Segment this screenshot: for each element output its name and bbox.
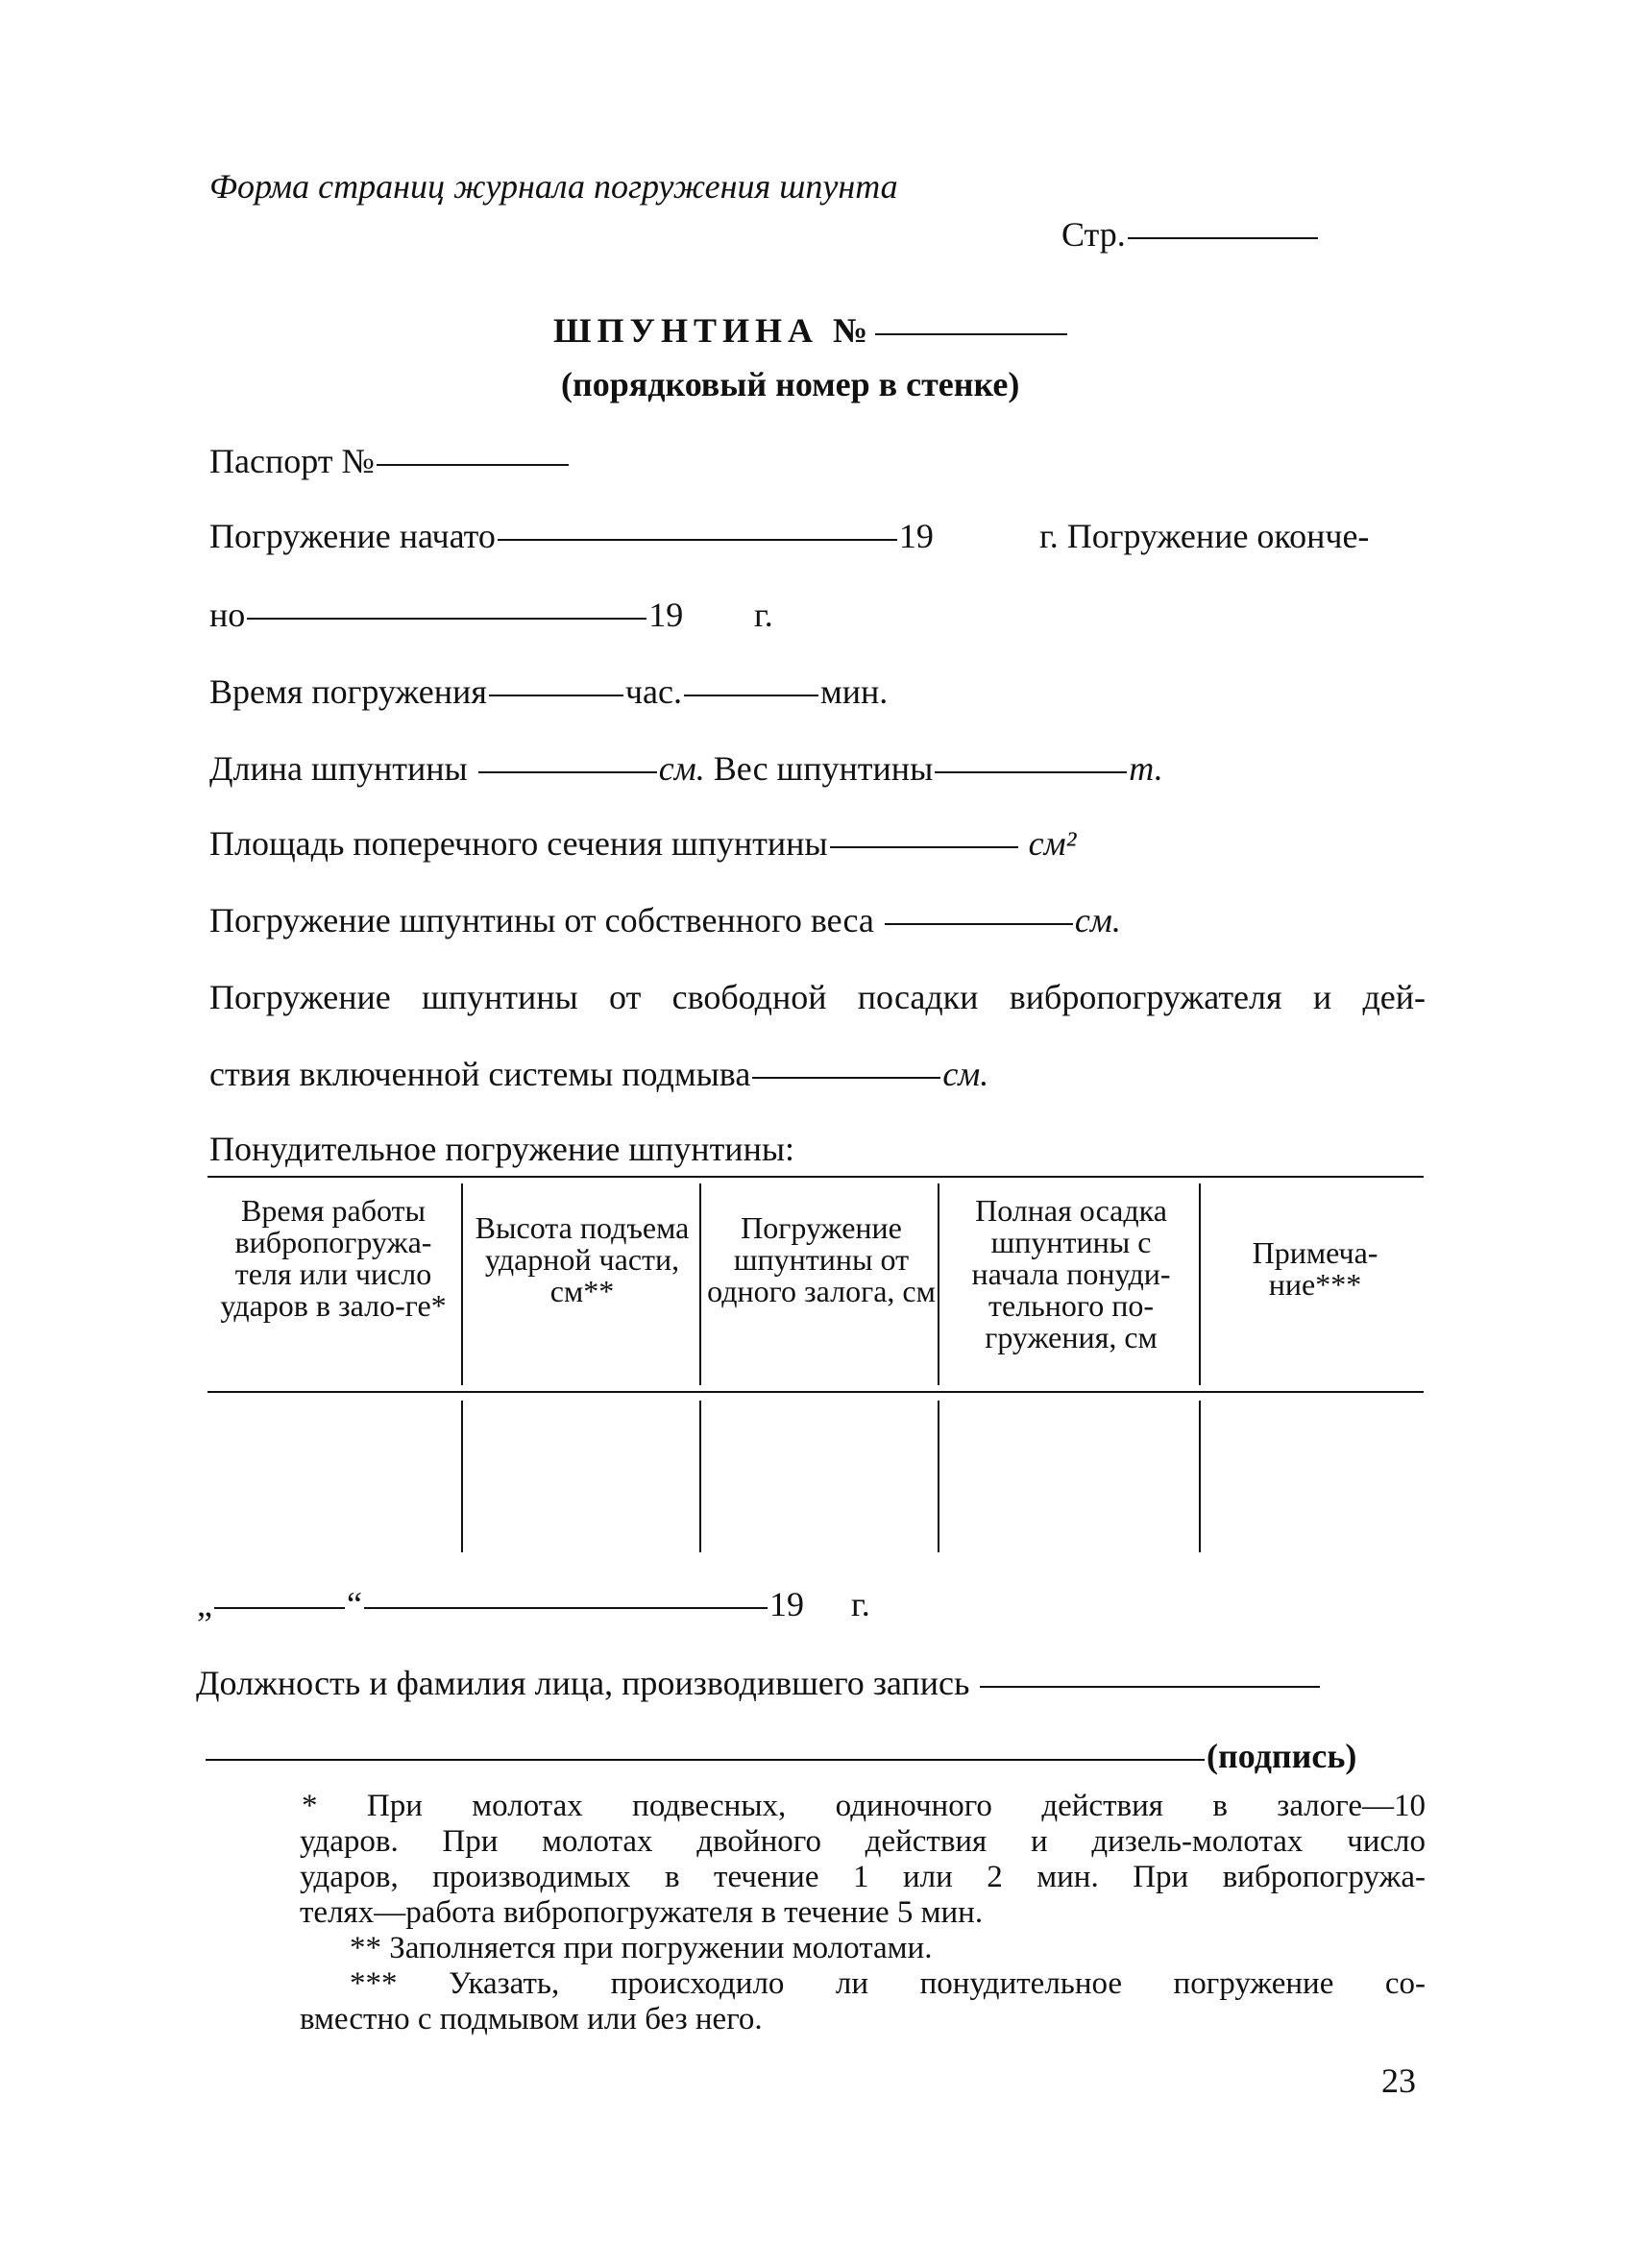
- sheet-pile-subtitle: (порядковый номер в стенке): [561, 365, 1020, 403]
- table-top-rule: [207, 1176, 1424, 1178]
- table-col-divider: [461, 1401, 463, 1552]
- time-field: Время погружения час. мин.: [209, 672, 889, 711]
- passport-field: Паспорт №: [209, 440, 571, 482]
- table-col-divider: [699, 1401, 701, 1552]
- table-col-divider: [1199, 1401, 1201, 1552]
- table-col-divider: [938, 1183, 939, 1385]
- area-field: Площадь поперечного сечения шпунтины см²: [209, 824, 1077, 863]
- col-header-lift-height: Высота подъема ударной части, см**: [475, 1210, 690, 1308]
- page-field: Стр.: [1061, 213, 1320, 256]
- table-col-divider: [1199, 1183, 1201, 1385]
- col-header-total-settlement: Полная осадка шпунтины с начала понуди-тельного по-гружения, см: [971, 1193, 1171, 1354]
- footnote-1: * При молотах подвесных, одиночного действия в залоге—10: [302, 1789, 1426, 1823]
- signature-field: (подпись): [204, 1735, 1356, 1777]
- end-field: но 19: [209, 596, 684, 634]
- free-landing-line2: ствия включенной системы подмыва см.: [209, 1055, 989, 1093]
- form-title: Форма страниц журнала погружения шпунта: [209, 167, 898, 206]
- sheet-pile-title: ШПУНТИНА №: [553, 309, 1069, 352]
- table-col-divider: [461, 1183, 463, 1385]
- footnote-3: *** Указать, происходило ли понудительное погружение со-: [350, 1966, 1426, 2001]
- date-field: „ “ 19: [197, 1585, 804, 1623]
- footnote-2: ** Заполняется при погружении молотами.: [350, 1931, 933, 1965]
- length-weight-field: Длина шпунтины см. Вес шпунтины т.: [209, 749, 1163, 788]
- forced-label: Понудительное погружение шпунтины:: [209, 1130, 795, 1168]
- free-landing-line1: Погружение шпунтины от свободной посадки вибропогружателя и дей-: [209, 978, 1426, 1016]
- person-field: Должность и фамилия лица, производившего запись: [196, 1662, 1322, 1704]
- table-col-divider: [699, 1183, 701, 1385]
- footnote-1-cont: ударов. При молотах двойного действия и дизель-молотах число ударов, производимых в течение 1 или 2 мин. При вибропогружа- телях—работа вибропогружателя в течение 5 мин.: [300, 1824, 1426, 1930]
- own-weight-field: Погружение шпунтины от собственного веса см.: [209, 901, 1121, 939]
- end-field-label: г. Погружение оконче-: [1039, 517, 1370, 555]
- end-year-suffix: г.: [754, 596, 773, 634]
- table-col-divider: [938, 1401, 939, 1552]
- table-header-rule: [207, 1391, 1424, 1393]
- col-header-note: Примеча-ние***: [1252, 1235, 1378, 1302]
- page-number: 23: [1381, 2061, 1416, 2100]
- col-header-per-set: Погружение шпунтины от одного залога, см: [707, 1210, 936, 1308]
- start-field: Погружение начато 19: [209, 517, 934, 555]
- footnote-3-cont: вместно с подмывом или без него.: [300, 2002, 763, 2036]
- col-header-work-time: Время работы вибропогружа-теля или число ударов в зало-ге*: [220, 1193, 447, 1323]
- date-year-suffix: г.: [851, 1585, 870, 1623]
